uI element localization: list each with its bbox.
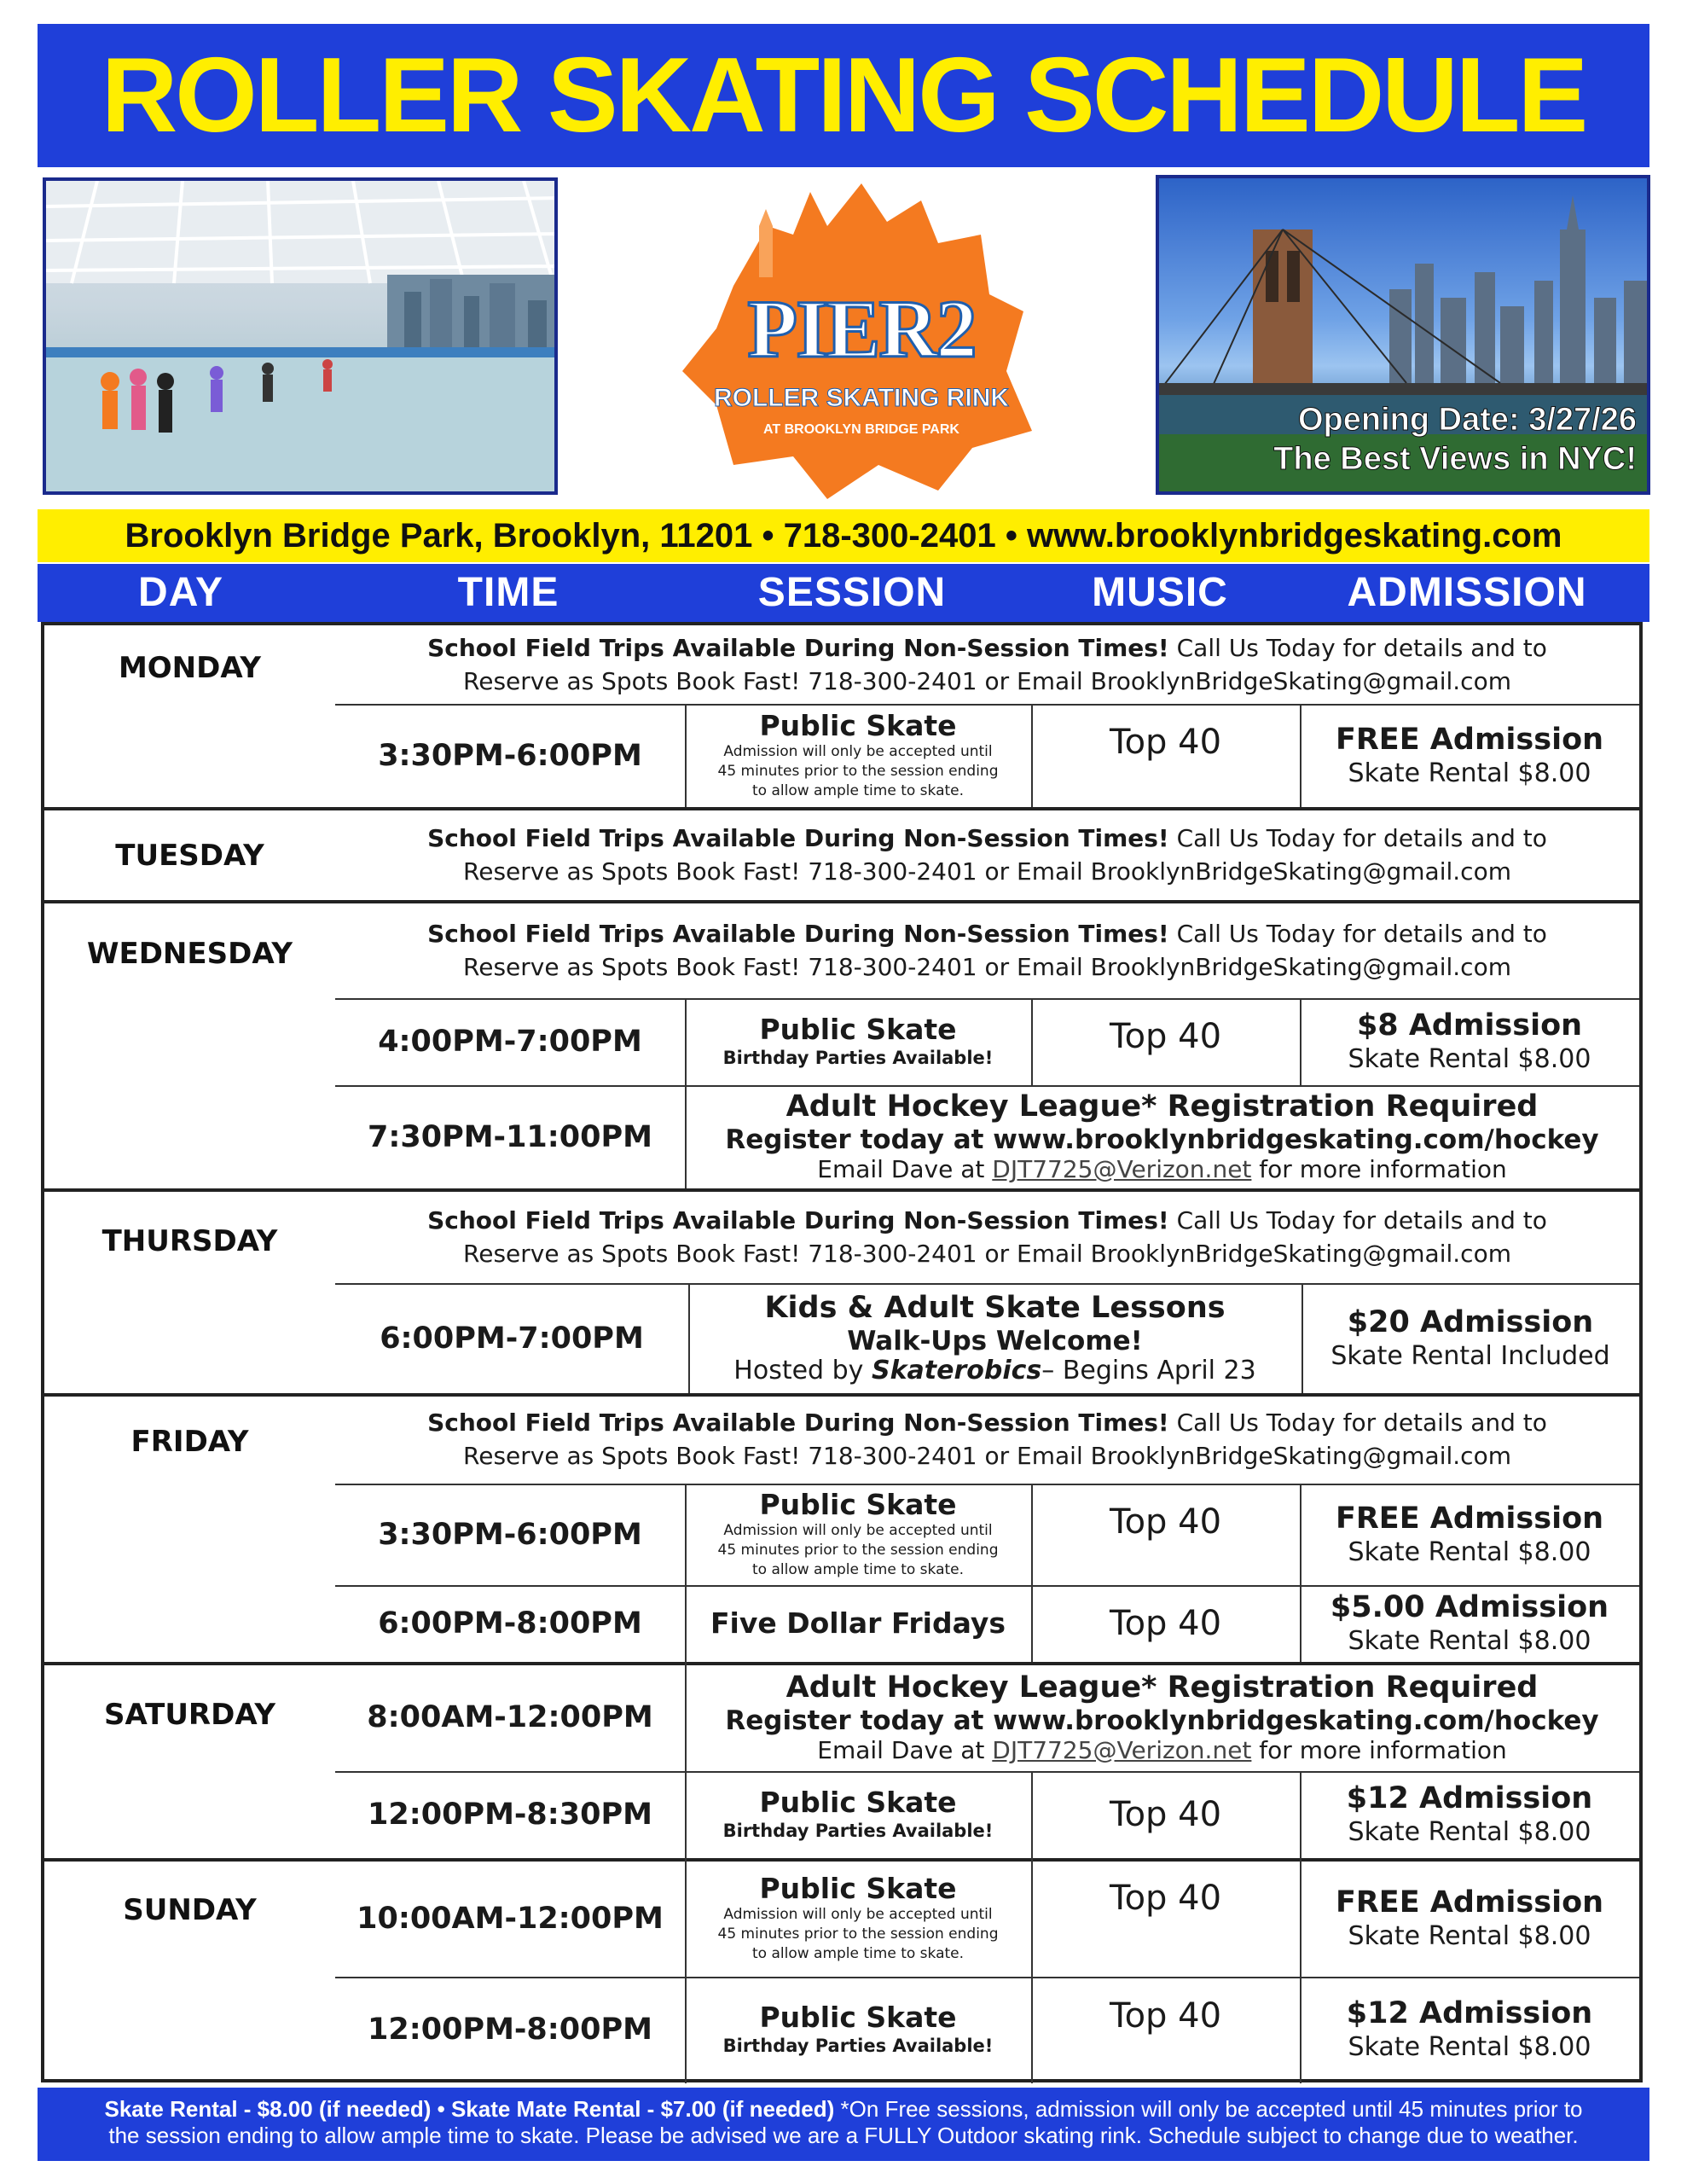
time-thursday-1: 6:00PM-7:00PM — [380, 1321, 644, 1356]
footer-rest: *On Free sessions, admission will only be accepted until 45 minutes prior to — [834, 2096, 1583, 2122]
time-wednesday-2: 7:30PM-11:00PM — [368, 1119, 652, 1154]
session-saturday-2 — [685, 1771, 1031, 1858]
time-wednesday-1: 4:00PM-7:00PM — [378, 1025, 642, 1059]
field-trip-notice-friday — [335, 1395, 1639, 1484]
time-saturday-2: 12:00PM-8:30PM — [368, 1798, 652, 1832]
admission-title: $8 Admission — [1356, 1008, 1583, 1043]
day-monday: MONDAY — [118, 651, 262, 685]
session-title: Public Skate — [759, 1786, 957, 1819]
music-sunday-1: Top 40 — [1109, 1879, 1222, 1918]
opening-date-text: Opening Date: 3/27/26 — [1297, 402, 1637, 438]
notice-line2: Reserve as Spots Book Fast! 718-300-2401 or Email BrooklynBridgeSkating@gmail.com — [463, 952, 1511, 981]
col-admission: ADMISSION — [1347, 570, 1587, 615]
day-thursday: THURSDAY — [101, 1224, 278, 1258]
notice-bold: School Field Trips Available During Non-Session Times! — [427, 823, 1169, 852]
session-note: 45 minutes prior to the session ending — [717, 1542, 999, 1559]
time-friday-2: 6:00PM-8:00PM — [378, 1606, 642, 1641]
day-friday: FRIDAY — [130, 1425, 249, 1459]
session-note: 45 minutes prior to the session ending — [717, 1926, 999, 1943]
session-note: Birthday Parties Available! — [722, 1048, 994, 1068]
session-title: Public Skate — [759, 1488, 957, 1521]
notice-line2: Reserve as Spots Book Fast! 718-300-2401 or Email BrooklynBridgeSkating@gmail.com — [463, 1442, 1511, 1470]
field-trip-notice-thursday — [335, 1190, 1639, 1283]
address-bar — [38, 509, 1649, 562]
hockey-saturday — [685, 1664, 1639, 1771]
hockey-register: Register today at www.brooklynbridgeskating.com/hockey — [725, 1124, 1599, 1155]
notice-rest: Call Us Today for details and to — [1168, 919, 1547, 948]
logo-subtitle: ROLLER SKATING RINK — [713, 384, 1010, 412]
day-sunday: SUNDAY — [123, 1893, 257, 1927]
hockey-email-pre: Email Dave at — [817, 1735, 993, 1764]
session-note: Admission will only be accepted until — [723, 743, 993, 760]
rink-photo — [43, 177, 558, 495]
session-note: to allow ample time to skate. — [751, 1561, 965, 1578]
logo-wordmark: PIER2 — [747, 283, 976, 375]
admission-monday-1 — [1300, 704, 1639, 807]
notice-bold: School Field Trips Available During Non-Session Times! — [427, 1205, 1169, 1234]
admission-sunday-1 — [1300, 1860, 1639, 1977]
time-friday-1: 3:30PM-6:00PM — [378, 1517, 642, 1552]
session-title: Public Skate — [759, 2001, 957, 2034]
hockey-title: Adult Hockey League* Registration Required — [786, 1089, 1539, 1124]
hockey-title: Adult Hockey League* Registration Required — [786, 1670, 1539, 1705]
col-session: SESSION — [757, 570, 947, 615]
pier2-logo — [665, 175, 1058, 503]
session-note: Admission will only be accepted until — [723, 1522, 993, 1539]
hockey-register: Register today at www.brooklynbridgeskating.com/hockey — [725, 1705, 1599, 1736]
lessons-walkups: Walk-Ups Welcome! — [847, 1326, 1143, 1356]
admission-title: $12 Admission — [1346, 1781, 1593, 1815]
admission-sunday-2 — [1300, 1977, 1639, 2082]
notice-rest: Call Us Today for details and to — [1168, 1409, 1547, 1437]
session-thursday-1 — [688, 1283, 1301, 1393]
col-day: DAY — [138, 570, 223, 615]
admission-friday-1 — [1300, 1484, 1639, 1585]
admission-rental: Skate Rental $8.00 — [1348, 1626, 1591, 1656]
session-note: Birthday Parties Available! — [722, 2036, 994, 2056]
session-wednesday-1 — [685, 998, 1031, 1085]
hockey-email-post: for more information — [1251, 1735, 1507, 1764]
hockey-email-link[interactable]: DJT7725@Verizon.net — [992, 1735, 1252, 1764]
field-trip-notice-monday — [335, 625, 1639, 704]
session-monday-1 — [685, 704, 1031, 807]
music-sunday-2: Top 40 — [1109, 1996, 1222, 2036]
admission-friday-2 — [1300, 1585, 1639, 1662]
session-note: 45 minutes prior to the session ending — [717, 763, 999, 780]
notice-rest: Call Us Today for details and to — [1168, 634, 1547, 662]
field-trip-notice-wednesday — [335, 902, 1639, 998]
logo-tagline: AT BROOKLYN BRIDGE PARK — [763, 422, 959, 437]
time-saturday-1: 8:00AM-12:00PM — [367, 1700, 653, 1734]
notice-bold: School Field Trips Available During Non-Session Times! — [427, 919, 1169, 948]
admission-rental: Skate Rental Included — [1330, 1340, 1610, 1371]
admission-title: $5.00 Admission — [1330, 1590, 1609, 1624]
day-tuesday: TUESDAY — [115, 839, 264, 873]
notice-bold: School Field Trips Available During Non-Session Times! — [427, 634, 1169, 662]
session-title: Public Skate — [759, 1013, 957, 1046]
admission-rental: Skate Rental $8.00 — [1348, 1536, 1591, 1567]
admission-rental: Skate Rental $8.00 — [1348, 758, 1591, 788]
session-note: to allow ample time to skate. — [751, 782, 965, 799]
session-sunday-2 — [685, 1977, 1031, 2082]
rink-illustration — [46, 181, 558, 495]
admission-title: FREE Admission — [1335, 1501, 1604, 1536]
session-note: Admission will only be accepted until — [723, 1906, 993, 1923]
col-music: MUSIC — [1092, 570, 1228, 615]
footer-note — [38, 2088, 1649, 2161]
lessons-hosted-pre: Hosted by — [733, 1356, 872, 1385]
admission-title: $12 Admission — [1346, 1996, 1593, 2030]
col-time: TIME — [457, 570, 559, 615]
best-views-text: The Best Views in NYC! — [1273, 441, 1637, 477]
music-wednesday-1: Top 40 — [1109, 1017, 1222, 1056]
hockey-wednesday — [685, 1085, 1639, 1188]
session-title: Public Skate — [759, 709, 957, 742]
admission-saturday-2 — [1300, 1771, 1639, 1858]
bridge-photo — [1156, 175, 1650, 495]
footer-line2: the session ending to allow ample time to skate. Please be advised we are a FULLY Outdoor skating rink. Schedule subject to change due to weather. — [108, 2123, 1579, 2148]
notice-rest: Call Us Today for details and to — [1168, 1205, 1547, 1234]
lessons-hosted-post: – Begins April 23 — [1041, 1356, 1256, 1385]
session-friday-1 — [685, 1484, 1031, 1585]
music-friday-2: Top 40 — [1109, 1604, 1222, 1643]
day-saturday: SATURDAY — [103, 1698, 276, 1732]
field-trip-notice-tuesday — [335, 809, 1639, 900]
notice-bold: School Field Trips Available During Non-Session Times! — [427, 1409, 1169, 1437]
footer-bold: Skate Rental - $8.00 (if needed) • Skate Mate Rental - $7.00 (if needed) — [104, 2096, 835, 2122]
address-text: Brooklyn Bridge Park, Brooklyn, 11201 • 718-300-2401 • www.brooklynbridgeskating.com — [125, 516, 1562, 555]
session-note: to allow ample time to skate. — [751, 1945, 965, 1962]
admission-wednesday-1 — [1300, 998, 1639, 1085]
music-monday-1: Top 40 — [1109, 723, 1222, 762]
admission-rental: Skate Rental $8.00 — [1348, 1044, 1591, 1074]
lessons-title: Kids & Adult Skate Lessons — [764, 1291, 1226, 1325]
admission-rental: Skate Rental $8.00 — [1348, 1817, 1591, 1847]
music-friday-1: Top 40 — [1109, 1502, 1222, 1542]
time-sunday-2: 12:00PM-8:00PM — [368, 2013, 652, 2047]
notice-rest: Call Us Today for details and to — [1168, 823, 1547, 852]
day-wednesday: WEDNESDAY — [86, 937, 293, 971]
notice-line2: Reserve as Spots Book Fast! 718-300-2401 or Email BrooklynBridgeSkating@gmail.com — [463, 667, 1511, 695]
page-title: ROLLER SKATING SCHEDULE — [101, 37, 1586, 154]
music-saturday-2: Top 40 — [1109, 1795, 1222, 1834]
admission-title: FREE Admission — [1335, 1885, 1604, 1920]
hockey-email-link[interactable]: DJT7725@Verizon.net — [992, 1155, 1252, 1183]
notice-line2: Reserve as Spots Book Fast! 718-300-2401 or Email BrooklynBridgeSkating@gmail.com — [463, 1239, 1511, 1268]
lessons-host-name: Skaterobics — [871, 1356, 1042, 1385]
admission-title: $20 Admission — [1347, 1304, 1594, 1339]
time-sunday-1: 10:00AM-12:00PM — [357, 1901, 664, 1936]
admission-thursday-1 — [1301, 1283, 1639, 1393]
column-header — [38, 564, 1649, 622]
title-banner — [38, 24, 1649, 167]
admission-title: FREE Admission — [1335, 722, 1604, 757]
session-sunday-1 — [685, 1860, 1031, 1977]
schedule-table — [41, 622, 1643, 2082]
time-monday-1: 3:30PM-6:00PM — [378, 738, 642, 773]
notice-line2: Reserve as Spots Book Fast! 718-300-2401 or Email BrooklynBridgeSkating@gmail.com — [463, 857, 1511, 886]
session-title: Public Skate — [759, 1872, 957, 1905]
hockey-email-post: for more information — [1251, 1155, 1507, 1183]
admission-rental: Skate Rental $8.00 — [1348, 1920, 1591, 1951]
admission-rental: Skate Rental $8.00 — [1348, 2032, 1591, 2062]
session-friday-2: Five Dollar Fridays — [710, 1606, 1006, 1640]
session-note: Birthday Parties Available! — [722, 1821, 994, 1841]
hockey-email-pre: Email Dave at — [817, 1155, 993, 1183]
